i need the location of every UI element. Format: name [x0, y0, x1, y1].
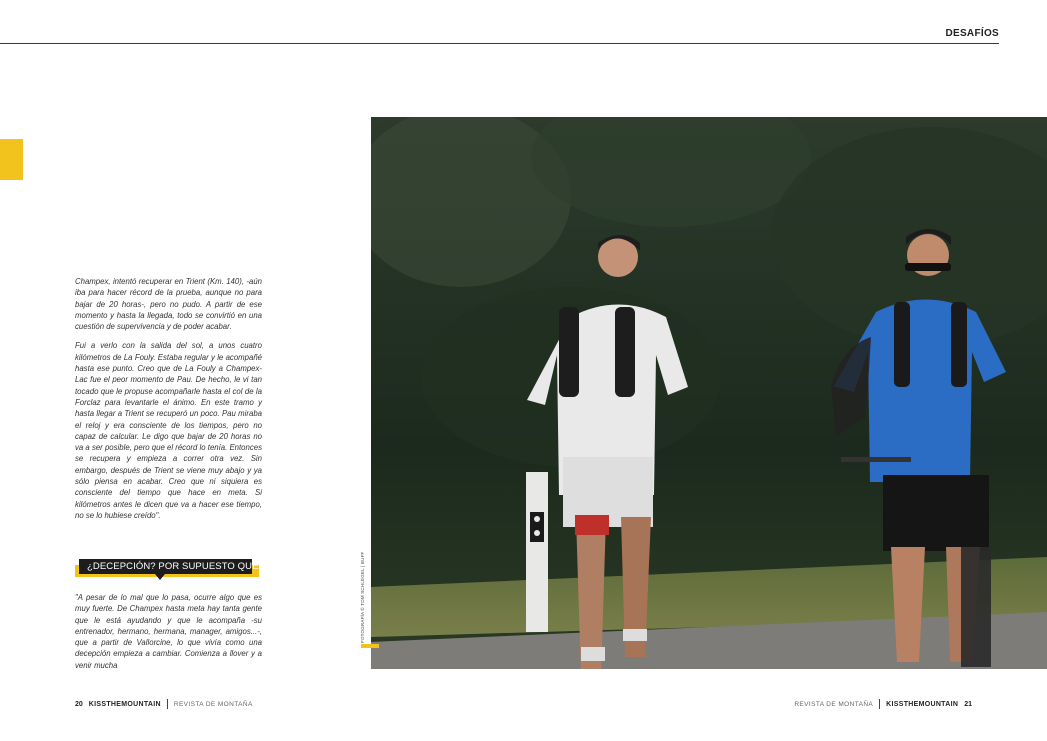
photo-credit-text: FOTOGRAFÍA © TOM SCHLEGEL | BUFF: [360, 551, 365, 643]
brand-name-left: KISSTHEMOUNTAIN: [88, 700, 161, 708]
header-rule: [0, 43, 999, 44]
subheading-box: [79, 559, 276, 574]
page-number-right: 21: [964, 700, 972, 708]
page-number-left: 20: [75, 700, 83, 708]
section-label: DESAFÍOS: [945, 28, 999, 39]
footer-separator: [879, 699, 880, 709]
footer-left: [75, 699, 253, 709]
paragraph: Champex, intentó recuperar en Trient (Km. 140), -aún iba para hacer récord de la prueba, aunque no para bajar de 20 horas-, pero no pudo. A partir de ese momento y hasta la llegada, todo se convirtió en una cuestión de supervivencia y de poder acabar.: [75, 277, 262, 332]
subheading-block: [75, 559, 276, 577]
credit-accent: [361, 644, 379, 648]
footer-right: [794, 699, 972, 709]
runners-photo: [371, 117, 1047, 669]
subheading-pointer: [155, 574, 165, 580]
paragraph: "A pesar de lo mal que lo pasa, ocurre algo que es muy fuerte. De Champex hasta meta hay tanta gente que le está ayudando y que le acompaña -su entrenador, hermano, hermana, manager, amigos...-, que a partir de Vallorcine, lo que vivía como una decepción empieza a cambiar. Comienza a llover y a venir mucha: [75, 593, 262, 670]
magazine-tagline-left: REVISTA DE MONTAÑA: [173, 700, 253, 708]
article-column-2: [75, 592, 262, 679]
brand-name-right: KISSTHEMOUNTAIN: [886, 700, 959, 708]
photo-credit: [360, 551, 370, 645]
magazine-tagline-right: REVISTA DE MONTAÑA: [794, 700, 874, 708]
accent-tab: [0, 139, 23, 180]
subheading-text: ¿DECEPCIÓN? POR SUPUESTO QUE NO: [87, 561, 276, 572]
article-column-1: [75, 276, 262, 529]
paragraph: Fui a verlo con la salida del sol, a unos cuatro kilómetros de La Fouly. Estaba regular y le acompañé hasta ese punto. Creo que de La Fouly a Champex-Lac fue el peor momento de Pau. De hecho, le vi tan tocado que le propuse acompañarle hasta el col de la Forclaz para levantarle el ánimo. En este tramo y hasta llegar a Trient se recuperó un poco. Pau miraba el reloj y era consciente de los tiempos, pero no capaz de calcular. Le digo que bajar de 20 horas no va a ser posible, pero que el récord lo tenía. Entonces se recupera y empieza a correr otra vez. Sin embargo, después de Trient se viene muy abajo y ya sólo piensa en acabar. Creo que ni siquiera es consciente del tiempo que hace en meta. Si kilómetros antes le dicen que va a hacer ese tiempo, no se lo hubiese creído".: [75, 341, 262, 520]
runners-illustration: [371, 117, 1047, 669]
footer-separator: [167, 699, 168, 709]
